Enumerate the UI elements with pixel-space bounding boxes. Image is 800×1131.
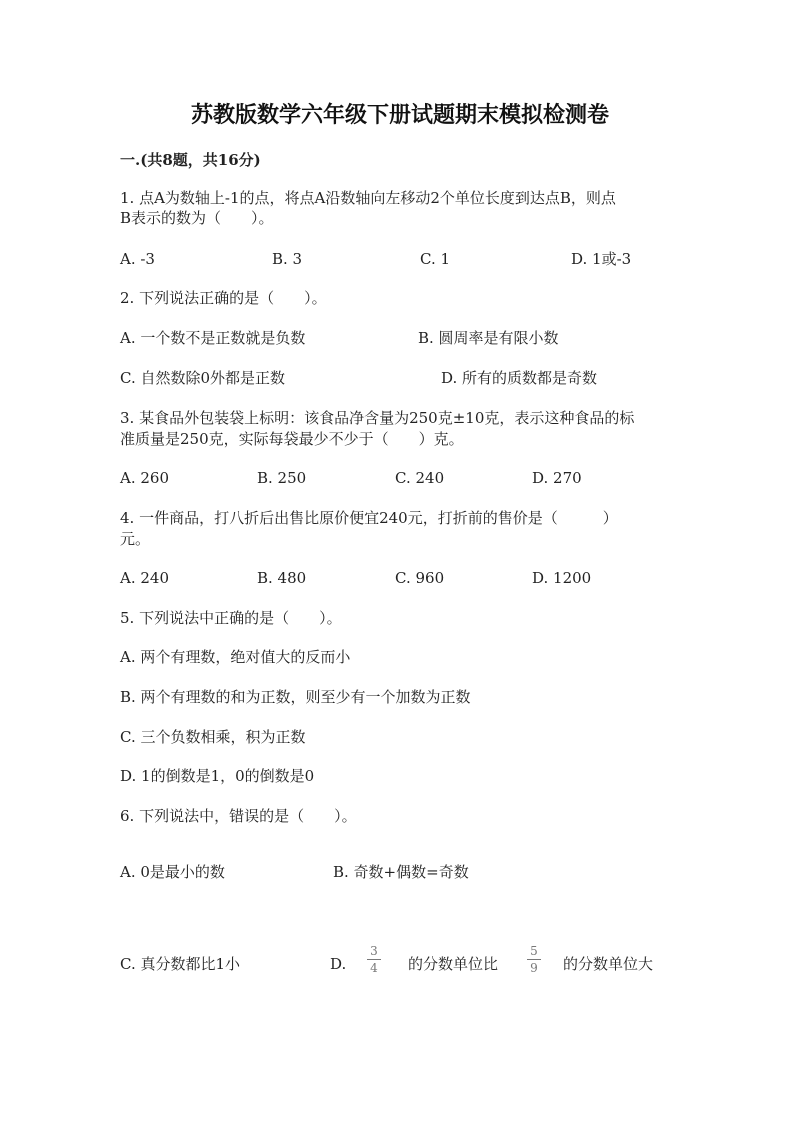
- page-title: 苏教版数学六年级下册试题期末模拟检测卷: [190, 102, 609, 128]
- fraction-bar: [527, 959, 541, 960]
- fraction-numerator: 3: [370, 944, 378, 958]
- fraction-denominator: 4: [370, 961, 378, 975]
- option-b: B. 两个有理数的和为正数，则至少有一个加数为正数: [120, 688, 471, 706]
- option-a: A. -3: [120, 250, 155, 268]
- option-d-text: 的分数单位大: [563, 955, 654, 973]
- option-c: C. 1: [420, 250, 451, 268]
- option-b: B. 480: [257, 569, 307, 587]
- section-heading: 一.(共8题，共16分): [120, 151, 261, 169]
- option-c: C. 240: [395, 469, 445, 487]
- option-b: B. 3: [272, 250, 303, 268]
- option-c: C. 自然数除0外都是正数: [120, 369, 286, 387]
- option-a: A. 260: [120, 469, 169, 487]
- option-a: A. 240: [120, 569, 169, 587]
- option-a: A. 两个有理数，绝对值大的反而小: [120, 648, 351, 666]
- question-stem-line: 4. 一件商品，打八折后出售比原价便宜240元，打折前的售价是（ ）: [120, 509, 618, 527]
- option-b: B. 250: [257, 469, 307, 487]
- question-stem-line: 6. 下列说法中，错误的是（ ）。: [120, 807, 357, 825]
- option-c: C. 960: [395, 569, 445, 587]
- option-d: D. 1的倒数是1，0的倒数是0: [120, 767, 315, 785]
- question-stem-line: 3. 某食品外包装袋上标明：该食品净含量为250克±10克，表示这种食品的标: [120, 409, 635, 427]
- option-d-text: 的分数单位比: [408, 955, 499, 973]
- fraction-denominator: 9: [530, 961, 538, 975]
- question-stem-line: 元。: [120, 530, 151, 548]
- option-c: C. 三个负数相乘，积为正数: [120, 728, 306, 746]
- option-d: D. 所有的质数都是奇数: [441, 369, 598, 387]
- question-stem-line: 1. 点A为数轴上-1的点，将点A沿数轴向左移动2个单位长度到达点B，则点: [120, 189, 616, 207]
- option-d: D. 1或-3: [571, 250, 632, 268]
- option-c: C. 真分数都比1小: [120, 955, 241, 973]
- option-d-label: D.: [330, 955, 347, 973]
- option-b: B. 圆周率是有限小数: [418, 329, 559, 347]
- option-d: D. 1200: [532, 569, 592, 587]
- fraction-3-4: [365, 944, 383, 975]
- question-stem-line: 2. 下列说法正确的是（ ）。: [120, 289, 327, 307]
- option-b: B. 奇数+偶数=奇数: [333, 863, 469, 881]
- option-a: A. 一个数不是正数就是负数: [120, 329, 306, 347]
- question-stem-line: 准质量是250克，实际每袋最少不少于（ ）克。: [120, 430, 464, 448]
- option-a: A. 0是最小的数: [120, 863, 225, 881]
- fraction-5-9: [525, 944, 543, 975]
- fraction-numerator: 5: [530, 944, 538, 958]
- fraction-bar: [367, 959, 381, 960]
- option-d: D. 270: [532, 469, 582, 487]
- question-stem-line: B表示的数为（ ）。: [120, 209, 274, 227]
- question-stem-line: 5. 下列说法中正确的是（ ）。: [120, 609, 342, 627]
